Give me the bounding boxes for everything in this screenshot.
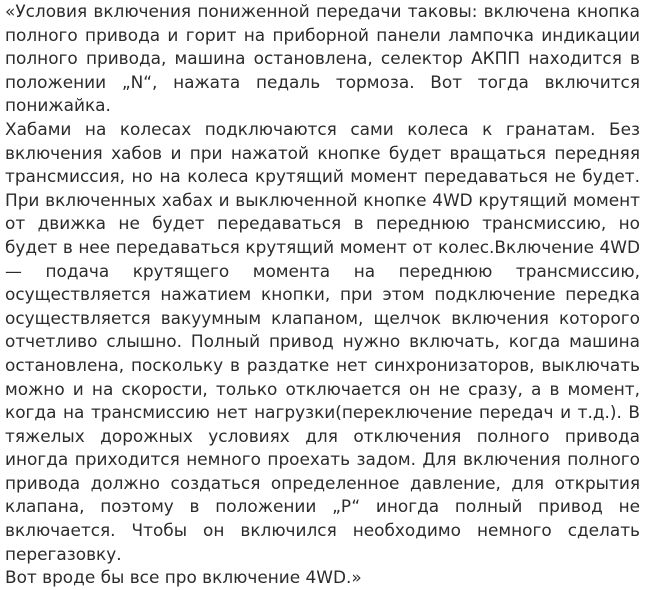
paragraph-conclusion: Вот вроде бы все про включение 4WD.» xyxy=(5,567,362,588)
paragraph-hubs-4wd: Хабами на колесах подключаются сами колеса к гранатам. Без включения хабов и при нажатой кнопке будет вращаться передняя трансмиссия, но на колеса крутящий момент передаваться не будет. При включенных хабах и выключенной кнопке 4WD крутящий момент от движка не будет передаваться в переднюю трансмиссию, но будет в нее передаваться крутящий момент от колес.Включение 4WD — подача крутящего момента на переднюю трансмиссию, осуществляется нажатием кнопки, при этом подключение передка осуществляется вакуумным клапаном, щелчок включения которого отчетливо слышно. Полный привод нужно включать, когда машина остановлена, поскольку в раздатке нет синхронизаторов, выключать можно и на скорости, только отключается он не сразу, а в момент, когда на трансмиссию нет нагрузки(переключение передач и т.д.). В тяжелых дорожных условиях для отключения полного привода иногда приходится немного проехать задом. Для включения полного привода должно создаться определенное давление, для открытия клапана, поэтому в положении „P“ иногда полный привод не включается. Чтобы он включился необходимо немного сделать перегазовку. xyxy=(5,118,640,564)
paragraph-low-gear: «Условия включения пониженной передачи таковы: включена кнопка полного привода и горит на приборной панели лампочка индикации полного привода, машина остановлена, селектор АКПП находится в положении „N“, нажата педаль тормоза. Вот тогда включится понижайка. xyxy=(5,1,640,116)
